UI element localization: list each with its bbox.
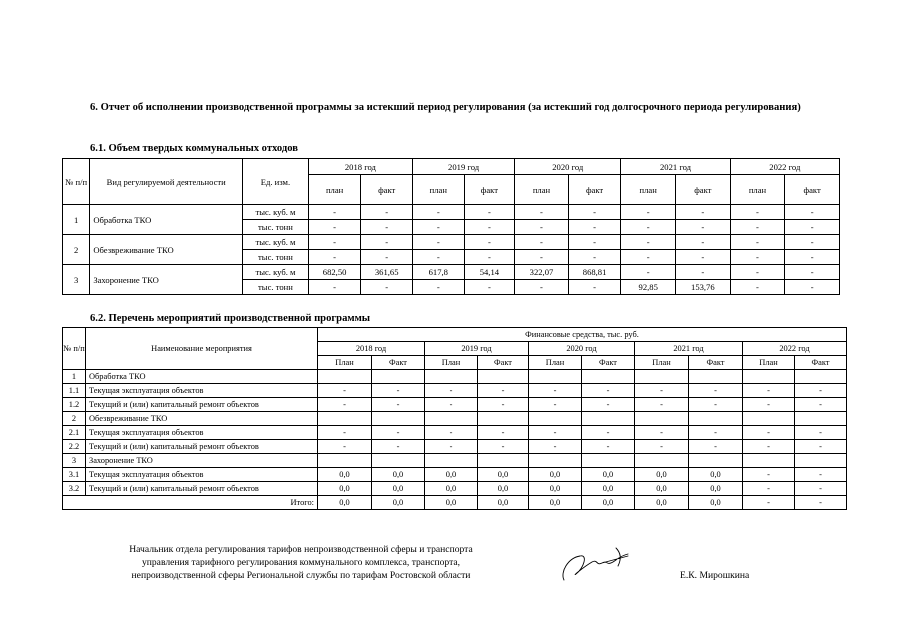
- value-cell: -: [730, 205, 785, 220]
- value-cell: -: [730, 235, 785, 250]
- activity-name: Обезвреживание ТКО: [90, 235, 243, 265]
- value-cell: 92,85: [621, 280, 676, 295]
- value-cell: -: [621, 250, 676, 265]
- value-cell: -: [308, 235, 361, 250]
- value-cell: -: [730, 250, 785, 265]
- value-cell: [582, 370, 635, 384]
- value-cell: -: [464, 235, 515, 250]
- plan-header: план: [730, 175, 785, 205]
- fact-header: Факт: [689, 356, 743, 370]
- value-cell: 617,8: [413, 265, 465, 280]
- value-cell: -: [582, 384, 635, 398]
- fact-header: факт: [464, 175, 515, 205]
- value-cell: -: [515, 220, 569, 235]
- value-cell: -: [743, 482, 795, 496]
- value-cell: 153,76: [676, 280, 731, 295]
- value-cell: -: [730, 265, 785, 280]
- fact-header: факт: [568, 175, 621, 205]
- table-row: [63, 384, 847, 398]
- fact-header: факт: [785, 175, 840, 205]
- year-header: 2019 год: [425, 342, 529, 356]
- value-cell: [743, 454, 795, 468]
- value-cell: -: [743, 426, 795, 440]
- value-cell: -: [515, 280, 569, 295]
- value-cell: -: [361, 220, 413, 235]
- row-number: 2: [63, 235, 90, 265]
- value-cell: -: [689, 426, 743, 440]
- value-cell: [529, 412, 582, 426]
- measure-name: Захоронение ТКО: [86, 454, 318, 468]
- value-cell: -: [478, 426, 529, 440]
- value-cell: [478, 454, 529, 468]
- unit-cell: тыс. тонн: [243, 250, 309, 265]
- measure-name: Текущая эксплуатация объектов: [86, 384, 318, 398]
- value-cell: -: [529, 384, 582, 398]
- value-cell: [372, 454, 425, 468]
- value-cell: -: [621, 235, 676, 250]
- value-cell: [743, 370, 795, 384]
- section-title-measures: 6.2. Перечень мероприятий производственной программы: [90, 313, 371, 324]
- row-number: 2.2: [63, 440, 86, 454]
- value-cell: -: [743, 384, 795, 398]
- value-cell: -: [621, 220, 676, 235]
- value-cell: -: [582, 426, 635, 440]
- value-cell: -: [478, 440, 529, 454]
- row-number: 3: [63, 454, 86, 468]
- value-cell: -: [676, 250, 731, 265]
- value-cell: -: [785, 280, 840, 295]
- value-cell: 0,0: [582, 482, 635, 496]
- value-cell: -: [372, 384, 425, 398]
- value-cell: -: [361, 250, 413, 265]
- row-number: 3.1: [63, 468, 86, 482]
- table-row: [63, 454, 847, 468]
- value-cell: -: [478, 398, 529, 412]
- total-label: Итого:: [63, 496, 318, 510]
- value-cell: [318, 412, 372, 426]
- value-cell: 0,0: [372, 468, 425, 482]
- value-cell: -: [425, 398, 478, 412]
- value-cell: -: [785, 205, 840, 220]
- value-cell: [795, 454, 847, 468]
- value-cell: -: [318, 440, 372, 454]
- value-cell: -: [413, 250, 465, 265]
- value-cell: -: [582, 440, 635, 454]
- value-cell: -: [730, 280, 785, 295]
- value-cell: [635, 454, 689, 468]
- signatory-line: Начальник отдела регулирования тарифов непроизводственной сферы и транспорта: [129, 544, 473, 555]
- signatory-line: непроизводственной сферы Региональной службы по тарифам Ростовской области: [131, 570, 471, 581]
- year-header: 2022 год: [743, 342, 847, 356]
- table-row: [63, 468, 847, 482]
- value-cell: -: [582, 398, 635, 412]
- col-num-header: № п/п: [63, 159, 90, 205]
- row-number: 1.1: [63, 384, 86, 398]
- value-cell: -: [635, 384, 689, 398]
- volume-table: [62, 158, 840, 295]
- year-header: 2020 год: [529, 342, 635, 356]
- total-value: 0,0: [635, 496, 689, 510]
- value-cell: -: [743, 468, 795, 482]
- value-cell: -: [413, 280, 465, 295]
- plan-header: план: [413, 175, 465, 205]
- value-cell: -: [568, 250, 621, 265]
- value-cell: -: [795, 426, 847, 440]
- table-row: [63, 412, 847, 426]
- activity-name: Обработка ТКО: [90, 205, 243, 235]
- value-cell: -: [635, 398, 689, 412]
- value-cell: [529, 454, 582, 468]
- value-cell: -: [372, 426, 425, 440]
- fact-header: Факт: [582, 356, 635, 370]
- value-cell: -: [676, 220, 731, 235]
- value-cell: 361,65: [361, 265, 413, 280]
- value-cell: 0,0: [425, 468, 478, 482]
- plan-header: план: [308, 175, 361, 205]
- value-cell: -: [515, 205, 569, 220]
- value-cell: -: [464, 205, 515, 220]
- unit-cell: тыс. куб. м: [243, 205, 309, 220]
- value-cell: -: [568, 205, 621, 220]
- value-cell: -: [413, 235, 465, 250]
- activity-name: Захоронение ТКО: [90, 265, 243, 295]
- value-cell: [689, 370, 743, 384]
- value-cell: -: [318, 384, 372, 398]
- total-value: 0,0: [372, 496, 425, 510]
- value-cell: 0,0: [635, 482, 689, 496]
- measure-name: Текущий и (или) капитальный ремонт объектов: [86, 398, 318, 412]
- year-header: 2021 год: [621, 159, 730, 175]
- value-cell: -: [515, 235, 569, 250]
- col-num-header: № п/п: [63, 328, 86, 370]
- value-cell: -: [730, 220, 785, 235]
- fact-header: Факт: [478, 356, 529, 370]
- year-header: 2020 год: [515, 159, 621, 175]
- plan-header: План: [635, 356, 689, 370]
- value-cell: -: [568, 220, 621, 235]
- value-cell: -: [785, 220, 840, 235]
- value-cell: -: [621, 205, 676, 220]
- year-header: 2019 год: [413, 159, 515, 175]
- value-cell: -: [743, 440, 795, 454]
- fact-header: факт: [676, 175, 731, 205]
- value-cell: -: [676, 265, 731, 280]
- measure-name: Текущий и (или) капитальный ремонт объектов: [86, 440, 318, 454]
- plan-header: план: [515, 175, 569, 205]
- measures-table: [62, 327, 847, 510]
- measure-name: Обезвреживание ТКО: [86, 412, 318, 426]
- value-cell: -: [785, 250, 840, 265]
- value-cell: [795, 370, 847, 384]
- value-cell: -: [568, 235, 621, 250]
- value-cell: [478, 370, 529, 384]
- value-cell: 0,0: [478, 482, 529, 496]
- fact-header: факт: [361, 175, 413, 205]
- value-cell: [372, 370, 425, 384]
- value-cell: 0,0: [318, 468, 372, 482]
- value-cell: [318, 454, 372, 468]
- row-number: 1: [63, 370, 86, 384]
- value-cell: -: [621, 265, 676, 280]
- value-cell: [795, 412, 847, 426]
- col-name-header: Наименование мероприятия: [86, 328, 318, 370]
- value-cell: [318, 370, 372, 384]
- table-row: [63, 440, 847, 454]
- total-value: -: [795, 496, 847, 510]
- value-cell: -: [529, 426, 582, 440]
- value-cell: [582, 454, 635, 468]
- table-row: [63, 482, 847, 496]
- value-cell: -: [689, 384, 743, 398]
- value-cell: 682,50: [308, 265, 361, 280]
- value-cell: 0,0: [689, 468, 743, 482]
- value-cell: -: [413, 220, 465, 235]
- value-cell: -: [743, 398, 795, 412]
- value-cell: [582, 412, 635, 426]
- value-cell: -: [689, 440, 743, 454]
- value-cell: 0,0: [372, 482, 425, 496]
- unit-cell: тыс. куб. м: [243, 265, 309, 280]
- signatory-position: [80, 543, 522, 582]
- value-cell: -: [785, 265, 840, 280]
- value-cell: -: [464, 280, 515, 295]
- value-cell: [689, 454, 743, 468]
- value-cell: -: [529, 398, 582, 412]
- value-cell: -: [689, 398, 743, 412]
- value-cell: -: [795, 482, 847, 496]
- value-cell: -: [308, 220, 361, 235]
- plan-header: План: [529, 356, 582, 370]
- row-number: 2: [63, 412, 86, 426]
- value-cell: [635, 370, 689, 384]
- value-cell: [425, 370, 478, 384]
- table-row: [63, 370, 847, 384]
- total-value: 0,0: [318, 496, 372, 510]
- total-value: 0,0: [529, 496, 582, 510]
- value-cell: -: [464, 250, 515, 265]
- value-cell: -: [425, 384, 478, 398]
- total-value: 0,0: [689, 496, 743, 510]
- value-cell: -: [413, 205, 465, 220]
- unit-cell: тыс. куб. м: [243, 235, 309, 250]
- value-cell: -: [676, 235, 731, 250]
- plan-header: План: [425, 356, 478, 370]
- unit-cell: тыс. тонн: [243, 220, 309, 235]
- value-cell: [425, 412, 478, 426]
- measure-name: Текущий и (или) капитальный ремонт объектов: [86, 482, 318, 496]
- finance-header: Финансовые средства, тыс. руб.: [318, 328, 847, 342]
- value-cell: -: [308, 280, 361, 295]
- total-row: [63, 496, 847, 510]
- value-cell: -: [308, 205, 361, 220]
- value-cell: -: [318, 398, 372, 412]
- value-cell: -: [425, 440, 478, 454]
- value-cell: [478, 412, 529, 426]
- plan-header: План: [318, 356, 372, 370]
- unit-cell: тыс. тонн: [243, 280, 309, 295]
- header-row: [63, 328, 847, 342]
- measure-name: Текущая эксплуатация объектов: [86, 468, 318, 482]
- value-cell: -: [361, 235, 413, 250]
- table-row: [63, 398, 847, 412]
- value-cell: [635, 412, 689, 426]
- header-row: [63, 159, 840, 175]
- value-cell: -: [478, 384, 529, 398]
- value-cell: 0,0: [529, 468, 582, 482]
- total-value: 0,0: [582, 496, 635, 510]
- value-cell: -: [308, 250, 361, 265]
- total-value: -: [743, 496, 795, 510]
- value-cell: 0,0: [318, 482, 372, 496]
- value-cell: 0,0: [529, 482, 582, 496]
- value-cell: -: [676, 205, 731, 220]
- year-header: 2022 год: [730, 159, 839, 175]
- col-activity-header: Вид регулируемой деятельности: [90, 159, 243, 205]
- value-cell: -: [515, 250, 569, 265]
- value-cell: 0,0: [478, 468, 529, 482]
- year-header: 2018 год: [318, 342, 425, 356]
- row-number: 1: [63, 205, 90, 235]
- value-cell: -: [425, 426, 478, 440]
- value-cell: -: [568, 280, 621, 295]
- value-cell: 0,0: [689, 482, 743, 496]
- table-row: [63, 265, 840, 280]
- measure-name: Текущая эксплуатация объектов: [86, 426, 318, 440]
- value-cell: [529, 370, 582, 384]
- row-number: 3: [63, 265, 90, 295]
- value-cell: -: [529, 440, 582, 454]
- value-cell: -: [795, 384, 847, 398]
- value-cell: 0,0: [425, 482, 478, 496]
- value-cell: -: [635, 426, 689, 440]
- year-header: 2021 год: [635, 342, 743, 356]
- value-cell: [425, 454, 478, 468]
- value-cell: -: [361, 280, 413, 295]
- plan-header: План: [743, 356, 795, 370]
- col-unit-header: Ед. изм.: [243, 159, 309, 205]
- row-number: 3.2: [63, 482, 86, 496]
- value-cell: -: [361, 205, 413, 220]
- total-value: 0,0: [478, 496, 529, 510]
- year-header: 2018 год: [308, 159, 412, 175]
- signatory-name: Е.К. Мирошкина: [680, 570, 750, 581]
- handwritten-signature: [558, 544, 648, 586]
- value-cell: 868,81: [568, 265, 621, 280]
- section-title-volume: 6.1. Объем твердых коммунальных отходов: [90, 143, 299, 154]
- value-cell: 54,14: [464, 265, 515, 280]
- measure-name: Обработка ТКО: [86, 370, 318, 384]
- value-cell: -: [372, 440, 425, 454]
- value-cell: 322,07: [515, 265, 569, 280]
- table-row: [63, 205, 840, 220]
- value-cell: -: [785, 235, 840, 250]
- row-number: 2.1: [63, 426, 86, 440]
- value-cell: -: [795, 468, 847, 482]
- value-cell: [743, 412, 795, 426]
- value-cell: -: [318, 426, 372, 440]
- value-cell: [689, 412, 743, 426]
- value-cell: -: [795, 398, 847, 412]
- value-cell: 0,0: [582, 468, 635, 482]
- report-heading: 6. Отчет об исполнении производственной программы за истекший период регулирования (за истекший год долгосрочного периода регулирования): [90, 102, 801, 113]
- table-row: [63, 426, 847, 440]
- signatory-line: управления тарифного регулирования коммунального комплекса, транспорта,: [141, 557, 461, 568]
- value-cell: [372, 412, 425, 426]
- plan-header: план: [621, 175, 676, 205]
- fact-header: Факт: [372, 356, 425, 370]
- value-cell: -: [795, 440, 847, 454]
- value-cell: -: [372, 398, 425, 412]
- row-number: 1.2: [63, 398, 86, 412]
- value-cell: 0,0: [635, 468, 689, 482]
- value-cell: -: [635, 440, 689, 454]
- value-cell: -: [464, 220, 515, 235]
- fact-header: Факт: [795, 356, 847, 370]
- table-row: [63, 235, 840, 250]
- total-value: 0,0: [425, 496, 478, 510]
